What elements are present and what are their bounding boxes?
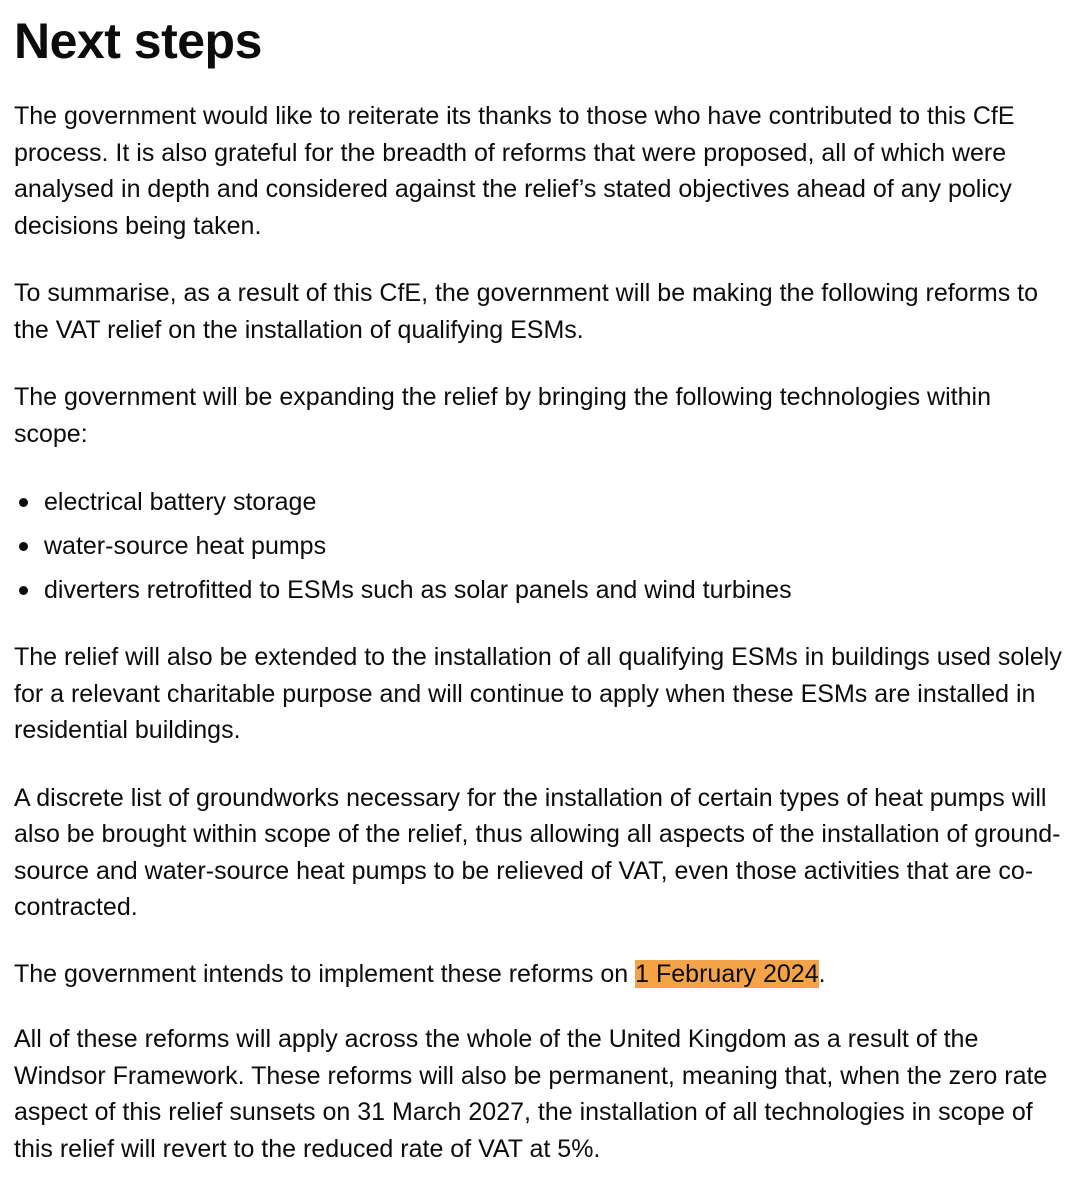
- paragraph-charitable-buildings: The relief will also be extended to the installation of all qualifying ESMs in buildings used solely for a relevant charitable purpose and will continue to apply when these ESMs are installed in residential buildings.: [14, 643, 1062, 744]
- implementation-period: .: [818, 959, 826, 988]
- list-item: electrical battery storage: [14, 480, 1064, 524]
- paragraph-groundworks: A discrete list of groundworks necessary for the installation of certain types of heat pumps will also be brought within scope of the relief, thus allowing all aspects of the installation of ground-source and water-source heat pumps to be relieved of VAT, even those activities that are co-contracted.: [14, 783, 1061, 921]
- list-item: diverters retrofitted to ESMs such as solar panels and wind turbines: [14, 568, 1064, 612]
- highlighted-date: 1 February 2024: [635, 959, 819, 988]
- technologies-list: [14, 480, 1064, 612]
- page-title: Next steps: [14, 13, 262, 69]
- paragraph-expanding-relief: The government will be expanding the relief by bringing the following technologies within scope:: [14, 383, 991, 448]
- implementation-text: The government intends to implement these reforms on: [14, 959, 636, 988]
- paragraph-implementation-date: [14, 956, 1064, 993]
- list-item: water-source heat pumps: [14, 524, 1064, 568]
- paragraph-uk-wide-permanence: All of these reforms will apply across the whole of the United Kingdom as a result of the Windsor Framework. These reforms will also be permanent, meaning that, when the zero rate aspect of this relief sunsets on 31 March 2027, the installation of all technologies in scope of this relief will revert to the reduced rate of VAT at 5%.: [14, 1025, 1048, 1163]
- paragraph-summary: To summarise, as a result of this CfE, the government will be making the following reforms to the VAT relief on the installation of qualifying ESMs.: [14, 279, 1039, 344]
- paragraph-thanks: The government would like to reiterate its thanks to those who have contributed to this CfE process. It is also grateful for the breadth of reforms that were proposed, all of which were analysed in depth and considered against the relief’s stated objectives ahead of any policy decisions being taken.: [14, 102, 1015, 240]
